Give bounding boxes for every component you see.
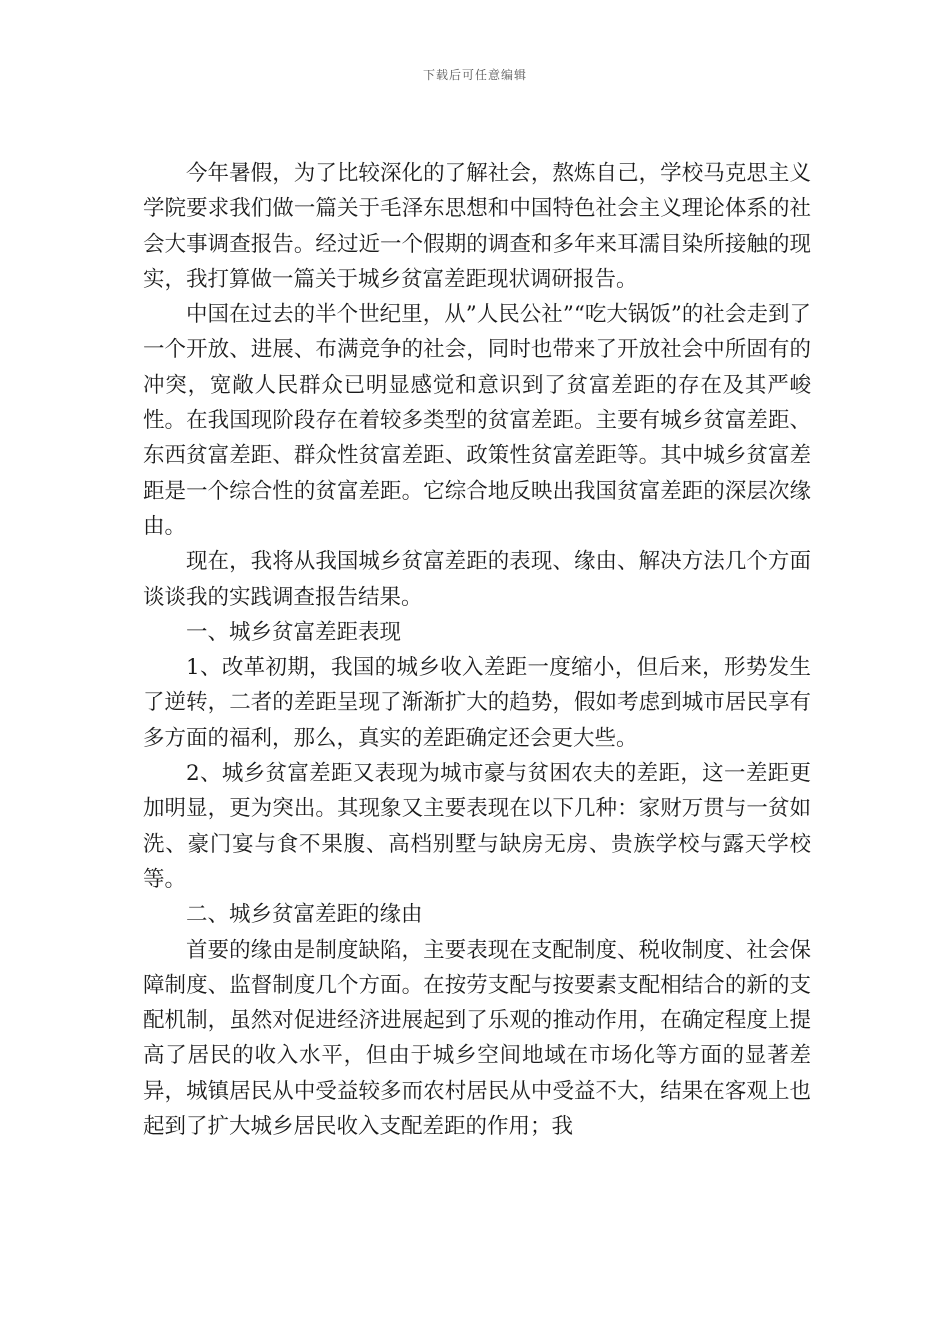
paragraph-background: 中国在过去的半个世纪里，从”人民公社”“吃大锅饭”的社会走到了一个开放、进展、布满竞争的社会，同时也带来了开放社会中所固有的冲突，宽敞人民群众已明显感觉和意识到了贫富差距的存在及其严峻性。在我国现阶段存在着较多类型的贫富差距。主要有城乡贫富差距、东西贫富差距、群众性贫富差距、政策性贫富差距等。其中城乡贫富差距是一个综合性的贫富差距。它综合地反映出我国贫富差距的深层次缘由。 (143, 302, 811, 539)
page-header: 下载后可任意编辑 (422, 68, 527, 82)
paragraph-intro: 今年暑假，为了比较深化的了解社会，熬炼自己，学校马克思主义学院要求我们做一篇关于毛泽东思想和中国特色社会主义理论体系的社会大事调查报告。经过近一个假期的调查和多年来耳濡目染所接触的现实，我打算做一篇关于城乡贫富差距现状调研报告。 (143, 161, 811, 292)
section-heading-1: 一、城乡贫富差距表现 (186, 619, 402, 645)
paragraph-point-1: 1、改革初期，我国的城乡收入差距一度缩小，但后来，形势发生了逆转，二者的差距呈现了渐渐扩大的趋势，假如考虑到城市居民享有多方面的福利，那么，真实的差距确定还会更大些。 (143, 655, 811, 751)
paragraph-outline: 现在，我将从我国城乡贫富差距的表现、缘由、解决方法几个方面谈谈我的实践调查报告结果。 (143, 549, 811, 610)
document-body (143, 156, 811, 1144)
paragraph-point-2: 2、城乡贫富差距又表现为城市豪与贫困农夫的差距，这一差距更加明显，更为突出。其现象又主要表现在以下几种：家财万贯与一贫如洗、豪门宴与食不果腹、高档别墅与缺房无房、贵族学校与露天学校等。 (143, 761, 811, 892)
section-heading-2: 二、城乡贫富差距的缘由 (186, 902, 423, 928)
paragraph-causes: 首要的缘由是制度缺陷，主要表现在支配制度、税收制度、社会保障制度、监督制度几个方面。在按劳支配与按要素支配相结合的新的支配机制，虽然对促进经济进展起到了乐观的推动作用，在确定程度上提高了居民的收入水平，但由于城乡空间地域在市场化等方面的显著差异，城镇居民从中受益较多而农村居民从中受益不大，结果在客观上也起到了扩大城乡居民收入支配差距的作用；我 (143, 937, 811, 1140)
